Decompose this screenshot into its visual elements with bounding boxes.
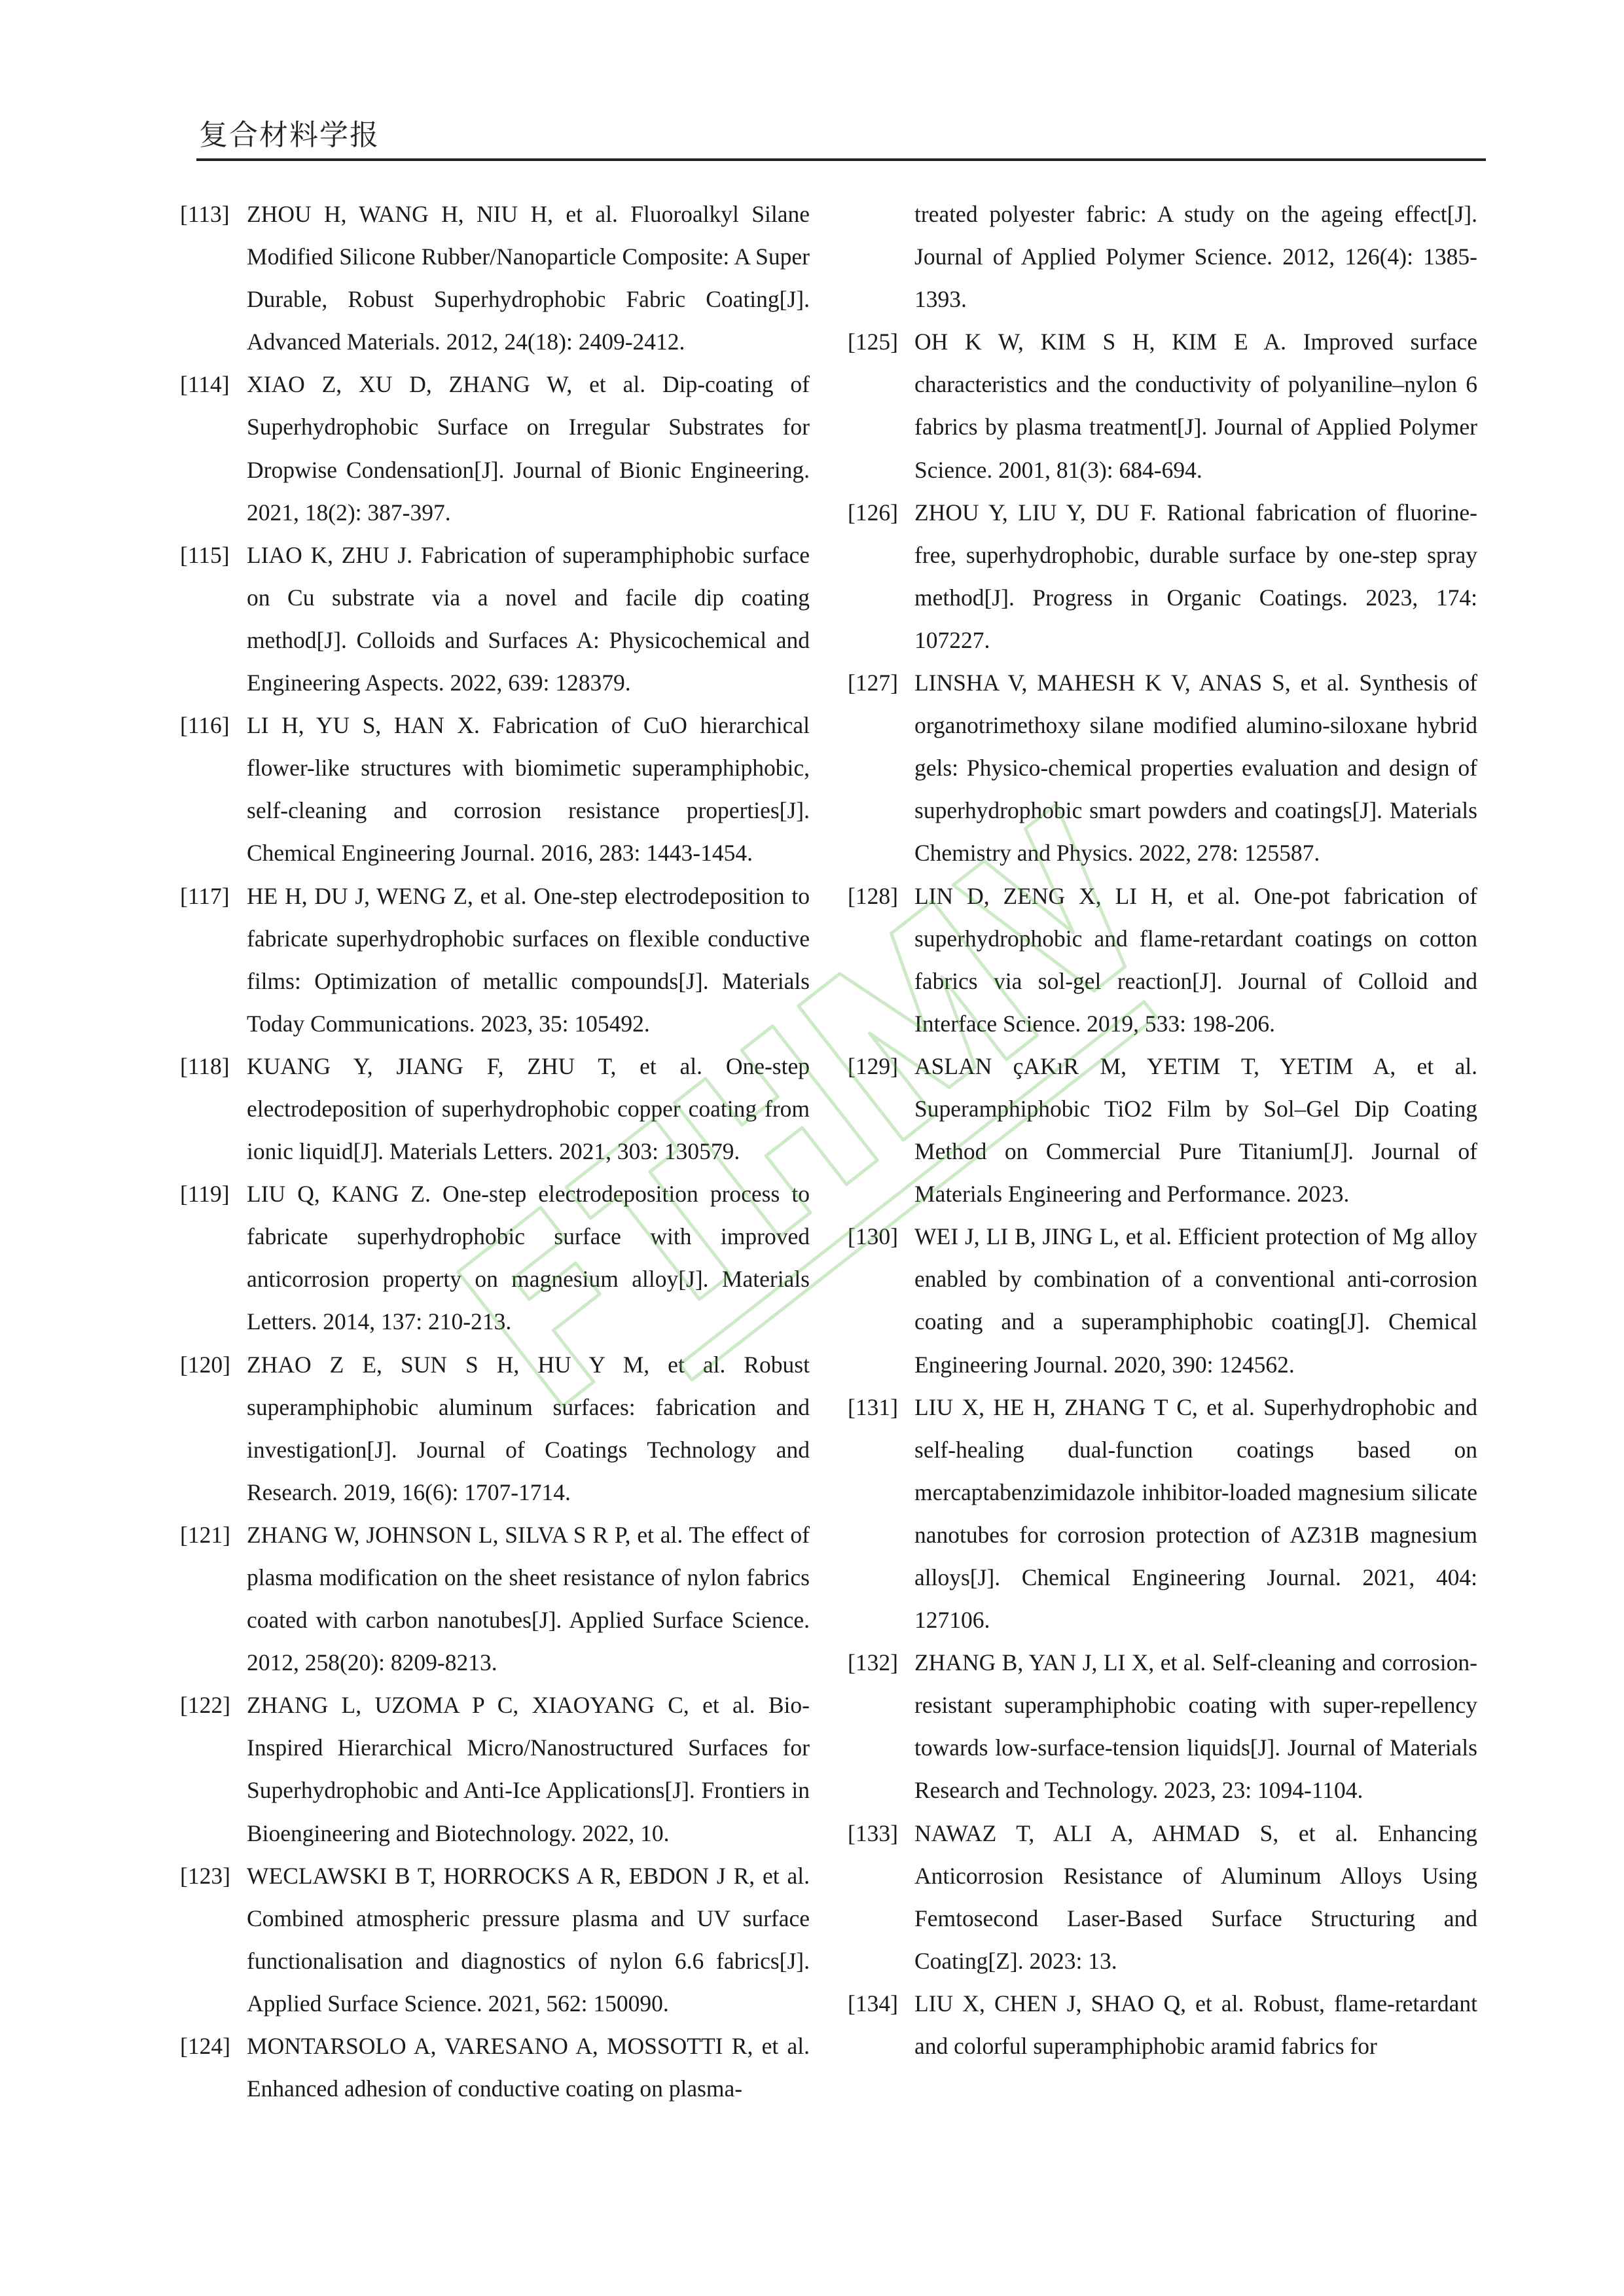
reference-number: [114]: [180, 371, 230, 398]
reference-number: [118]: [180, 1052, 230, 1079]
reference-text: LIU X, HE H, ZHANG T C, et al. Superhydrophobic and self-healing dual-function coatings based on mercaptabenzimidazole inhibitor-loaded magnesium silicate nanotubes for corrosion protection of AZ31B magnesium alloys[J]. Chemical Engineering Journal. 2021, 404: 127106.: [914, 1393, 1477, 1634]
page-header: [196, 113, 1486, 161]
reference-text: WEI J, LI B, JING L, et al. Efficient protection of Mg alloy enabled by combination of a conventional anti-corrosion coating and a superamphiphobic coating[J]. Chemical Engineering Journal. 2020, 390: 124562.: [914, 1223, 1477, 1378]
reference-text: WECLAWSKI B T, HORROCKS A R, EBDON J R, et al. Combined atmospheric pressure plasma and UV surface functionalisation and diagnostics of nylon 6.6 fabrics[J]. Applied Surface Science. 2021, 562: 150090.: [247, 1862, 810, 2017]
reference-item: [180, 1344, 810, 1514]
reference-text: LI H, YU S, HAN X. Fabrication of CuO hierarchical flower-like structures with biomimetic superamphiphobic, self-cleaning and corrosion resistance properties[J]. Chemical Engineering Journal. 2016, 283: 1443-1454.: [247, 712, 810, 867]
reference-item: [180, 2025, 810, 2110]
reference-number: [128]: [848, 882, 898, 909]
reference-item: [848, 321, 1477, 491]
reference-number: [127]: [848, 670, 898, 696]
reference-text: LIN D, ZENG X, LI H, et al. One-pot fabrication of superhydrophobic and flame-retardant coatings on cotton fabrics via sol-gel reaction[J]. Journal of Colloid and Interface Science. 2019, 533: 198-206.: [914, 882, 1477, 1037]
reference-number: [131]: [848, 1393, 898, 1420]
reference-number: [133]: [848, 1820, 898, 1846]
reference-number: [122]: [180, 1692, 230, 1719]
reference-item: [180, 193, 810, 363]
reference-text: ZHANG L, UZOMA P C, XIAOYANG C, et al. Bio-Inspired Hierarchical Micro/Nanostructured Surfaces for Superhydrophobic and Anti-Ice Applications[J]. Frontiers in Bioengineering and Biotechnology. 2022, 10.: [247, 1692, 810, 1846]
reference-item: [180, 704, 810, 874]
reference-text: XIAO Z, XU D, ZHANG W, et al. Dip-coating of Superhydrophobic Surface on Irregular Substrates for Dropwise Condensation[J]. Journal of Bionic Engineering. 2021, 18(2): 387-397.: [247, 371, 810, 526]
reference-number: [134]: [848, 1990, 898, 2017]
reference-number: [117]: [180, 882, 230, 909]
references-right-column: [848, 193, 1477, 2068]
reference-item: [180, 1045, 810, 1173]
reference-number: [119]: [180, 1181, 230, 1208]
reference-item: [848, 1641, 1477, 1812]
reference-item: [848, 1215, 1477, 1386]
reference-text: ASLAN çAKıR M, YETIM T, YETIM A, et al. Superamphiphobic TiO2 Film by Sol–Gel Dip Coating Method on Commercial Pure Titanium[J]. Journal of Materials Engineering and Performance. 2023.: [914, 1052, 1477, 1208]
reference-text: LINSHA V, MAHESH K V, ANAS S, et al. Synthesis of organotrimethoxy silane modified alumino-siloxane hybrid gels: Physico-chemical properties evaluation and design of superhydrophobic smart powders and coatings[J]. Materials Chemistry and Physics. 2022, 278: 125587.: [914, 670, 1477, 867]
reference-text: LIAO K, ZHU J. Fabrication of superamphiphobic surface on Cu substrate via a novel and facile dip coating method[J]. Colloids and Surfaces A: Physicochemical and Engineering Aspects. 2022, 639: 128379.: [247, 541, 810, 696]
reference-item: [848, 1045, 1477, 1215]
reference-number: [124]: [180, 2033, 230, 2060]
reference-text: ZHAO Z E, SUN S H, HU Y M, et al. Robust superamphiphobic aluminum surfaces: fabrication and investigation[J]. Journal of Coatings Technology and Research. 2019, 16(6): 1707-1714.: [247, 1351, 810, 1505]
reference-number: [125]: [848, 329, 898, 355]
reference-text: ZHANG W, JOHNSON L, SILVA S R P, et al. The effect of plasma modification on the sheet resistance of nylon fabrics coated with carbon nanotubes[J]. Applied Surface Science. 2012, 258(20): 8209-8213.: [247, 1521, 810, 1676]
reference-number: [126]: [848, 499, 898, 526]
reference-item: [848, 1982, 1477, 2068]
reference-text: HE H, DU J, WENG Z, et al. One-step electrodeposition to fabricate superhydrophobic surfaces on flexible conductive films: Optimization of metallic compounds[J]. Materials Today Communications. 2023, 35: 105492.: [247, 882, 810, 1037]
reference-item: [180, 1514, 810, 1684]
reference-number: [115]: [180, 541, 230, 568]
reference-text: OH K W, KIM S H, KIM E A. Improved surface characteristics and the conductivity of polyaniline–nylon 6 fabrics by plasma treatment[J]. Journal of Applied Polymer Science. 2001, 81(3): 684-694.: [914, 329, 1477, 483]
reference-number: [129]: [848, 1052, 898, 1079]
reference-number: [132]: [848, 1649, 898, 1676]
reference-item: [180, 875, 810, 1045]
reference-number: [120]: [180, 1351, 230, 1378]
reference-text: LIU Q, KANG Z. One-step electrodeposition process to fabricate superhydrophobic surface with improved anticorrosion property on magnesium alloy[J]. Materials Letters. 2014, 137: 210-213.: [247, 1181, 810, 1335]
reference-number: [121]: [180, 1521, 230, 1548]
reference-item: [848, 492, 1477, 662]
references-left-column: [180, 193, 810, 2110]
reference-text: ZHANG B, YAN J, LI X, et al. Self-cleaning and corrosion-resistant superamphiphobic coating with super-repellency towards low-surface-tension liquids[J]. Journal of Materials Research and Technology. 2023, 23: 1094-1104.: [914, 1649, 1477, 1804]
reference-number: [123]: [180, 1862, 230, 1889]
reference-item: [180, 534, 810, 704]
reference-text: NAWAZ T, ALI A, AHMAD S, et al. Enhancing Anticorrosion Resistance of Aluminum Alloys Using Femtosecond Laser-Based Surface Structuring and Coating[Z]. 2023: 13.: [914, 1820, 1477, 1974]
reference-item: [848, 1386, 1477, 1642]
reference-number: [130]: [848, 1223, 898, 1250]
journal-title: 复合材料学报: [199, 118, 380, 152]
reference-continuation: treated polyester fabric: A study on the ageing effect[J]. Journal of Applied Polymer Science. 2012, 126(4): 1385-1393.: [914, 201, 1477, 313]
reference-text: ZHOU Y, LIU Y, DU F. Rational fabrication of fluorine-free, superhydrophobic, durable surface by one-step spray method[J]. Progress in Organic Coatings. 2023, 174: 107227.: [914, 499, 1477, 653]
reference-item: [848, 1812, 1477, 1982]
reference-text: KUANG Y, JIANG F, ZHU T, et al. One-step electrodeposition of superhydrophobic copper coating from ionic liquid[J]. Materials Letters. 2021, 303: 130579.: [247, 1052, 810, 1165]
reference-item: [848, 875, 1477, 1045]
reference-text: MONTARSOLO A, VARESANO A, MOSSOTTI R, et al. Enhanced adhesion of conductive coating on plasma-: [247, 2033, 810, 2102]
reference-item: [180, 363, 810, 533]
reference-item: [180, 1684, 810, 1854]
reference-number: [113]: [180, 201, 230, 227]
reference-item: [848, 662, 1477, 874]
reference-text: ZHOU H, WANG H, NIU H, et al. Fluoroalkyl Silane Modified Silicone Rubber/Nanoparticle Composite: A Super Durable, Robust Superhydrophobic Fabric Coating[J]. Advanced Materials. 2012, 24(18): 2409-2412.: [247, 201, 810, 355]
reference-text: LIU X, CHEN J, SHAO Q, et al. Robust, flame-retardant and colorful superamphiphobic aramid fabrics for: [914, 1990, 1477, 2060]
reference-item: [180, 1173, 810, 1343]
reference-number: [116]: [180, 712, 230, 739]
reference-item: [180, 1855, 810, 2025]
